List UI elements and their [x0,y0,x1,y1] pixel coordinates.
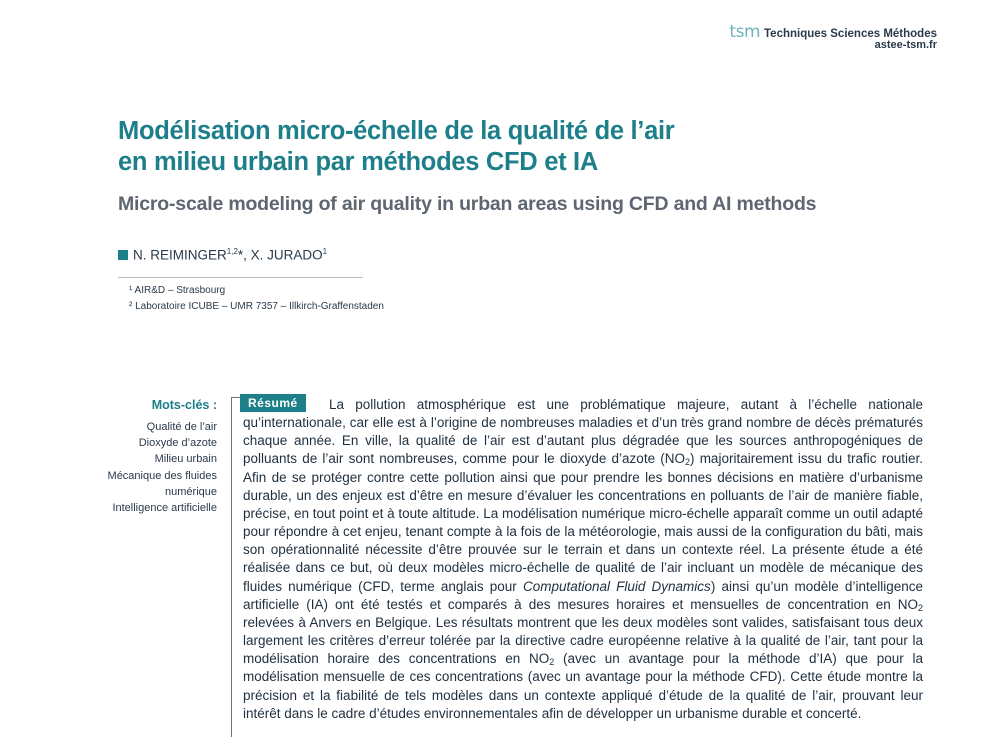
abstract-part-2: ) majoritairement issu du trafic routier. Afin de se protéger contre cette pollution ainsi que pour prendre les bonnes décisions en matière d’urbanisme durable, un des enjeux est d’être en mesure d’évaluer les concentrations en polluants de l’air de manière fiable, précise, en tout point et à toute altitude. La modélisation numérique micro-échelle apparaît comme un outil adapté pour répondre à cet enjeu, tenant compte à la fois de la météorologie, mais aussi de la configuration du bâti, mais son opérationnalité nécessite d’être prouvée sur le terrain et dans un contexte réel. La présente étude a été réalisée dans ce but, où deux modèles micro-échelle de qualité de l’air incluant un modèle de mécanique des fluides numérique (CFD, terme anglais pour [243,451,923,594]
abstract-part-4: relevées à Anvers en Belgique. Les résultats montrent que les deux modèles sont valides, satisfaisant tous deux largement les critères d’erreur tolérée par la directive cadre européenne relative à la qualité de l’air, tant pour la modélisation horaire des concentrations en NO [243,614,923,667]
keyword-item: Qualité de l’air [146,421,217,433]
author-divider [118,277,363,278]
subscript-2: 2 [549,657,555,668]
journal-name: Techniques Sciences Méthodes [764,28,937,40]
subscript-2: 2 [917,602,923,613]
title-line-2: en milieu urbain par méthodes CFD et IA [118,148,598,176]
abstract-part-3: ) ainsi qu’un modèle d’intelligence artificielle (IA) ont été testés et comparés à des mesures horaires et mensuelles de concentration en NO [243,578,923,612]
subscript-2: 2 [685,457,691,468]
keywords-list [97,419,217,516]
keyword-item: Mécanique des fluides numérique [107,469,217,498]
title-line-1: Modélisation micro-échelle de la qualité de l’air [118,117,675,145]
author-list [118,247,327,263]
author-2: X. JURADO [250,247,323,263]
keywords-title: Mots-clés : [151,398,217,412]
abstract-part-5: (avec un avantage pour la méthode d’IA) que pour la modélisation mensuelle de ces concentrations (avec un avantage pour la méthode CFD). Cette étude montre la précision et la fiabilité de tels modèles dans un contexte appliqué d’étude de la qualité de l’air, prouvant leur intérêt dans le cadre d’études environnementales afin de développer un urbanisme durable et concerté. [243,651,923,721]
affiliation-1: ¹ AIR&D – Strasbourg [129,285,226,296]
abstract-text [243,396,923,723]
article-title-en: Micro-scale modeling of air quality in urban areas using CFD and AI methods [118,193,817,215]
author-2-affiliation: 1 [322,247,328,256]
author-1: N. REIMINGER [133,247,227,263]
abstract-italic: Computational Fluid Dynamics [522,578,711,594]
affiliation-2: ² Laboratoire ICUBE – UMR 7357 – Illkirch-Graffenstaden [129,301,384,312]
corresponding-mark: *, [237,247,251,263]
article-title-fr [118,116,758,178]
square-bullet-icon [118,250,128,260]
keyword-item: Milieu urbain [154,453,217,466]
keyword-item: Intelligence artificielle [112,502,217,515]
abstract-label: Résumé [240,394,306,412]
abstract-part-1: La pollution atmosphérique est une problématique majeure, autant à l’échelle nationale qu’internationale, car elle est à l’origine de nombreuses maladies et d’un très grand nombre de décès prématurés chaque année. En ville, la qualité de l’air est d’autant plus dégradée que les sources anthropogéniques de polluants de l’air sont nombreuses, comme pour le dioxyde d’azote (NO [243,397,923,467]
keyword-item: Dioxyde d’azote [138,437,217,450]
author-1-affiliation: 1,2 [226,247,238,256]
tsm-logo: tsm [729,22,761,42]
website-link[interactable]: astee-tsm.fr [874,39,937,51]
